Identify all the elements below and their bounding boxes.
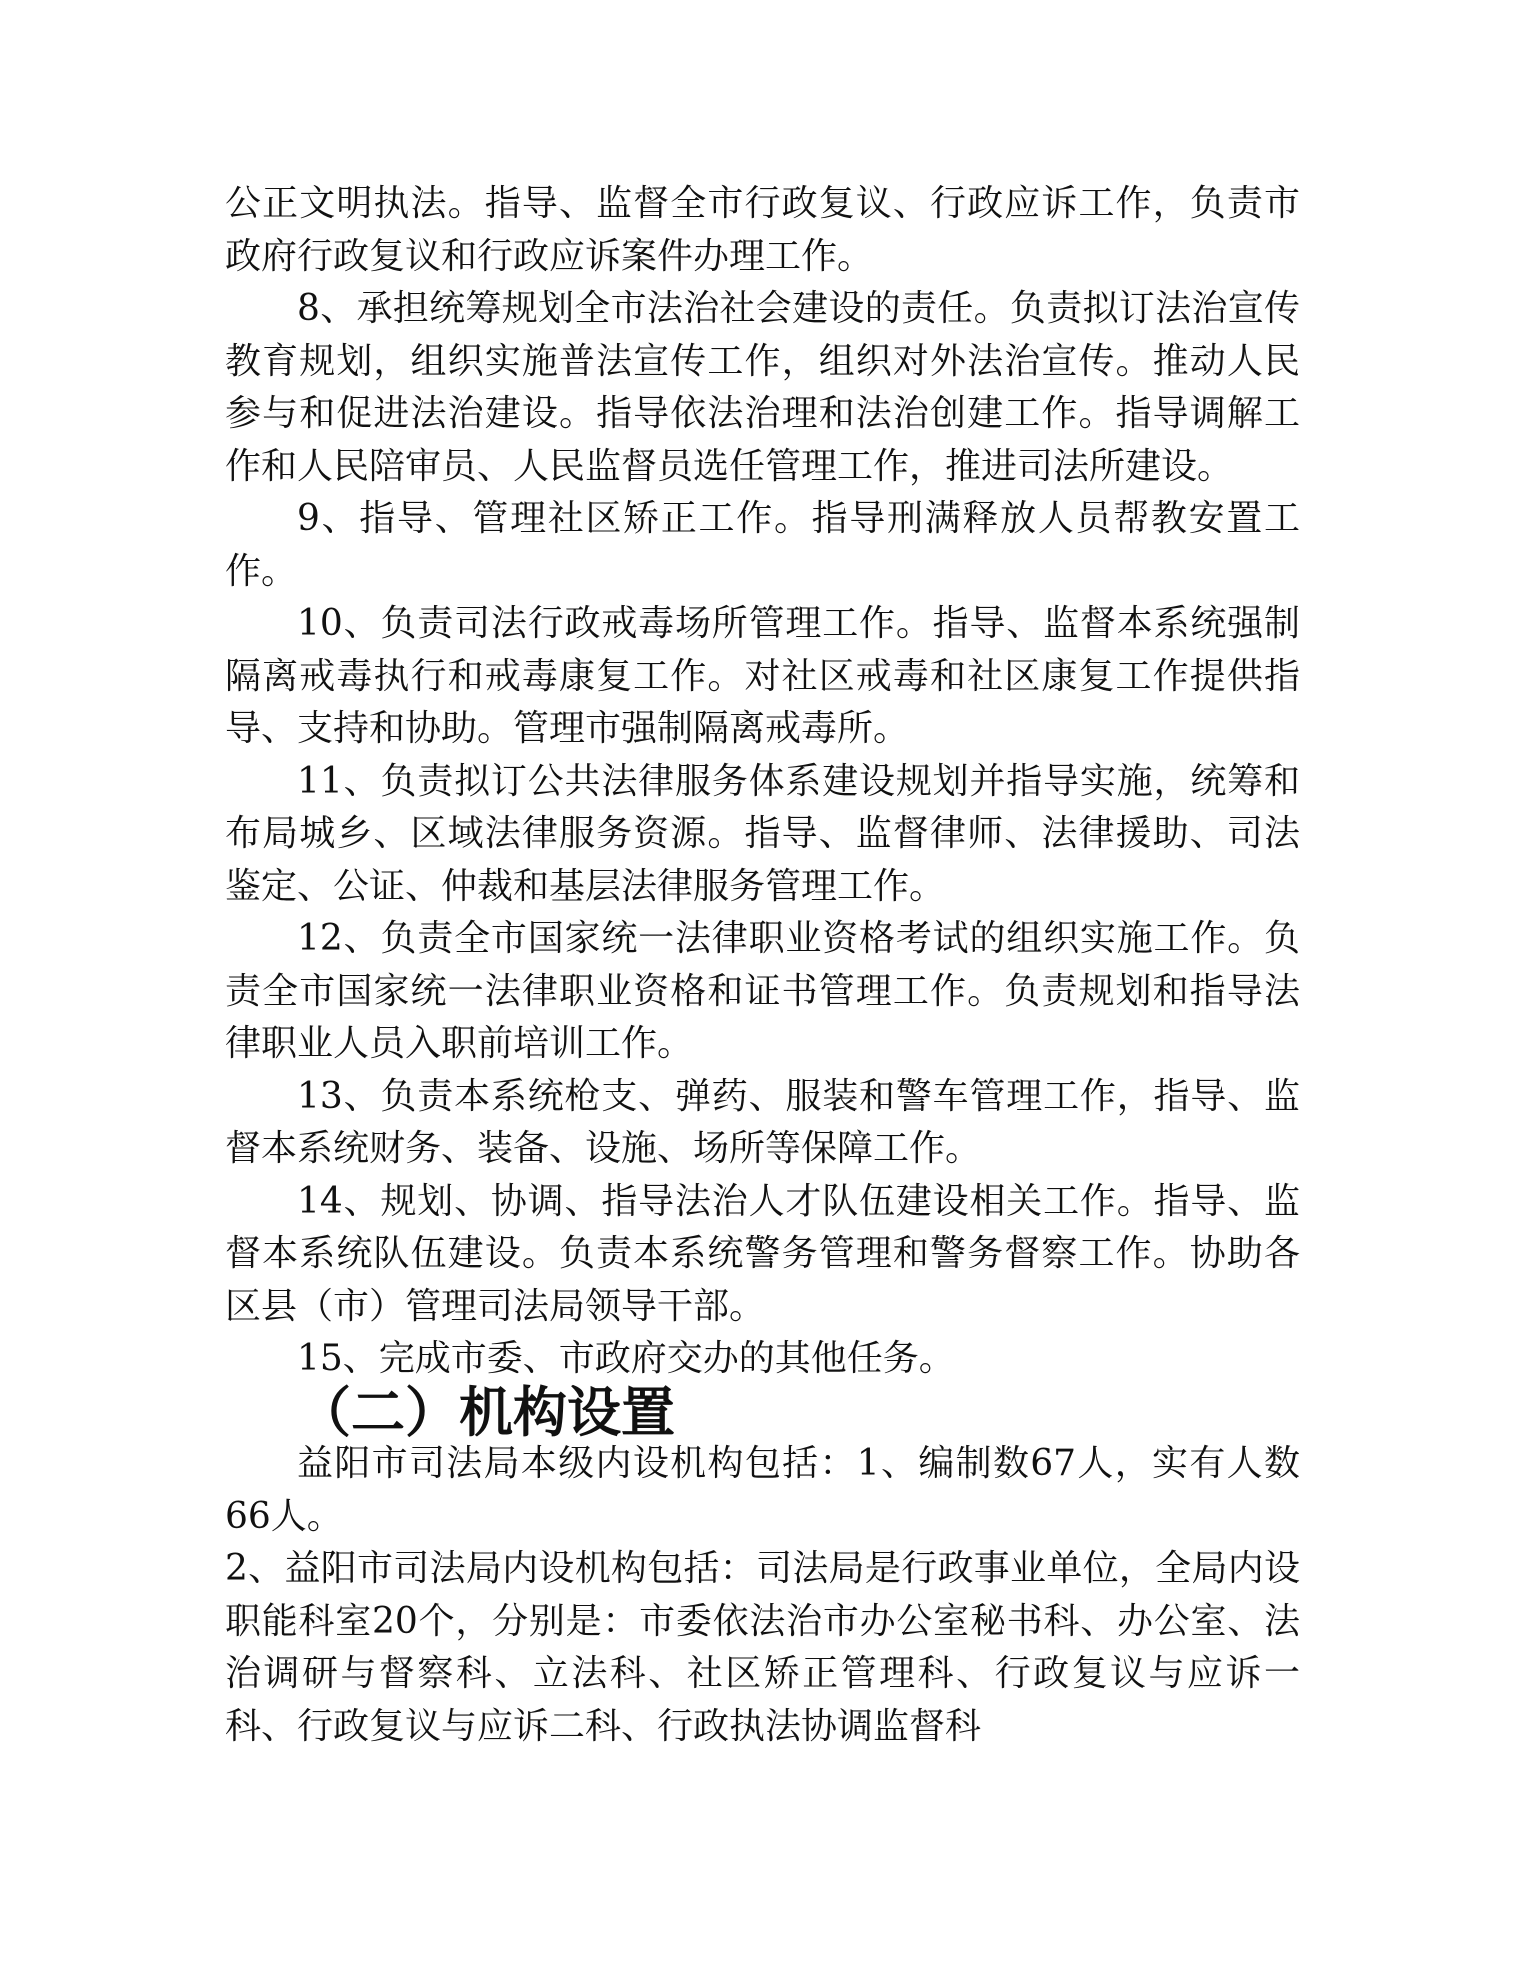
paragraph-duty-10: 10、负责司法行政戒毒场所管理工作。指导、监督本系统强制隔离戒毒执行和戒毒康复工作。对社区戒毒和社区康复工作提供指导、支持和协助。管理市强制隔离戒毒所。	[225, 603, 1300, 749]
paragraph-internal-departments: 2、益阳市司法局内设机构包括：司法局是行政事业单位，全局内设职能科室20个，分别是：市委依法治市办公室秘书科、办公室、法治调研与督察科、立法科、社区矫正管理科、行政复议与应诉一科、行政复议与应诉二科、行政执法协调监督科	[225, 1548, 1300, 1747]
paragraph-staffing: 益阳市司法局本级内设机构包括：1、编制数67人，实有人数66人。	[225, 1443, 1300, 1537]
paragraph-duty-9: 9、指导、管理社区矫正工作。指导刑满释放人员帮教安置工作。	[225, 498, 1300, 592]
paragraph-duty-8: 8、承担统筹规划全市法治社会建设的责任。负责拟订法治宣传教育规划，组织实施普法宣传工作，组织对外法治宣传。推动人民参与和促进法治建设。指导依法治理和法治创建工作。指导调解工作和人民陪审员、人民监督员选任管理工作，推进司法所建设。	[225, 288, 1300, 487]
paragraph-duty-15: 15、完成市委、市政府交办的其他任务。	[297, 1338, 955, 1379]
paragraph-duty-14: 14、规划、协调、指导法治人才队伍建设相关工作。指导、监督本系统队伍建设。负责本系统警务管理和警务督察工作。协助各区县（市）管理司法局领导干部。	[225, 1180, 1300, 1327]
paragraph-duty-11: 11、负责拟订公共法律服务体系建设规划并指导实施，统筹和布局城乡、区域法律服务资源。指导、监督律师、法律援助、司法鉴定、公证、仲裁和基层法律服务管理工作。	[225, 760, 1300, 907]
paragraph-duty-12: 12、负责全市国家统一法律职业资格考试的组织实施工作。负责全市国家统一法律职业资格和证书管理工作。负责规划和指导法律职业人员入职前培训工作。	[225, 918, 1300, 1064]
section-heading: （二）机构设置	[297, 1379, 675, 1444]
paragraph-duties-7-continued: 公正文明执法。指导、监督全市行政复议、行政应诉工作，负责市政府行政复议和行政应诉案件办理工作。	[225, 183, 1300, 277]
paragraph-duty-13: 13、负责本系统枪支、弹药、服装和警车管理工作，指导、监督本系统财务、装备、设施、场所等保障工作。	[225, 1075, 1300, 1169]
document-page	[225, 178, 1300, 1753]
